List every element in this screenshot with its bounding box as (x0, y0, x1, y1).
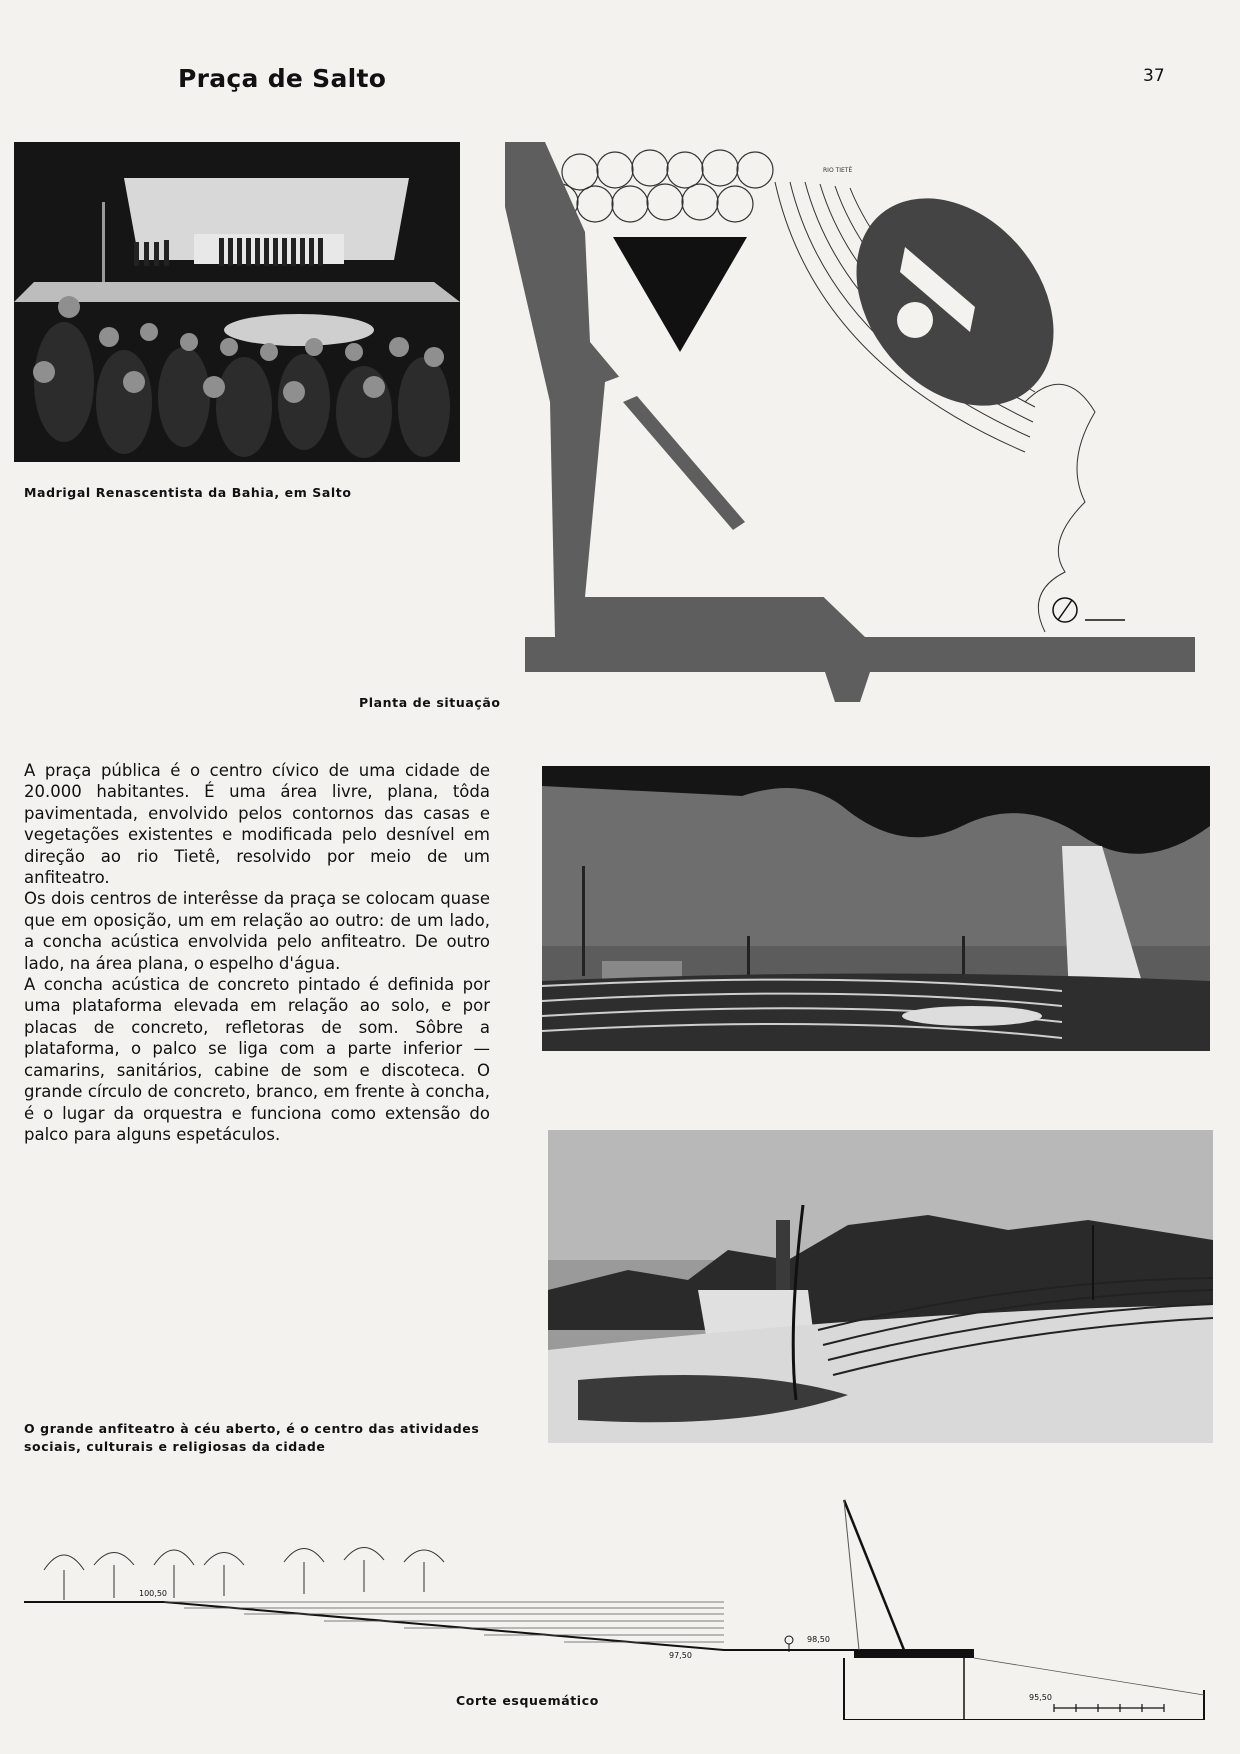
site-plan-caption: Planta de situação (359, 695, 501, 710)
river-label: RIO TIETÊ (823, 167, 853, 174)
amphitheatre-photo (548, 1130, 1213, 1443)
body-paragraph: A concha acústica de concreto pintado é definida por uma plataforma elevada em relação ao solo, e por placas de concreto, refletoras de som. Sôbre a plataforma, o palco se liga com a parte inferior — camarins, sanitários, cabine de som e discoteca. O grande círculo de concreto, branco, em frente à concha, é o lugar da orquestra e funciona como extensão do palco para alguns espetáculos. (24, 975, 490, 1144)
body-text (24, 760, 490, 1145)
amphitheatre-caption: O grande anfiteatro à céu aberto, é o centro das atividades sociais, culturais e religiosas da cidade (24, 1421, 480, 1454)
concert-photo-caption: Madrigal Renascentista da Bahia, em Salto (24, 485, 352, 500)
section-drawing (24, 1490, 1220, 1720)
level-label-low: 95,50 (1029, 1693, 1052, 1702)
page-number: 37 (1143, 66, 1165, 86)
body-paragraph: Os dois centros de interêsse da praça se colocam quase que em oposição, um em relação ao outro: de um lado, a concha acústica envolvida pelo anfiteatro. De outro lado, na área plana, o espelho d'água. (24, 889, 490, 973)
level-label-left: 100,50 (139, 1589, 167, 1598)
plaza-photo (542, 766, 1210, 1051)
section-caption: Corte esquemático (456, 1693, 599, 1708)
level-label-mid: 97,50 (669, 1651, 692, 1660)
site-plan-drawing (505, 142, 1205, 712)
page-title: Praça de Salto (178, 64, 387, 93)
concert-photo (14, 142, 460, 462)
level-label-stage: 98,50 (807, 1635, 830, 1644)
body-paragraph: A praça pública é o centro cívico de uma cidade de 20.000 habitantes. É uma área livre, plana, tôda pavimentada, envolvido pelos contornos das casas e vegetações existentes e modificada pelo desnível em direção ao rio Tietê, resolvido por meio de um anfiteatro. (24, 761, 490, 888)
